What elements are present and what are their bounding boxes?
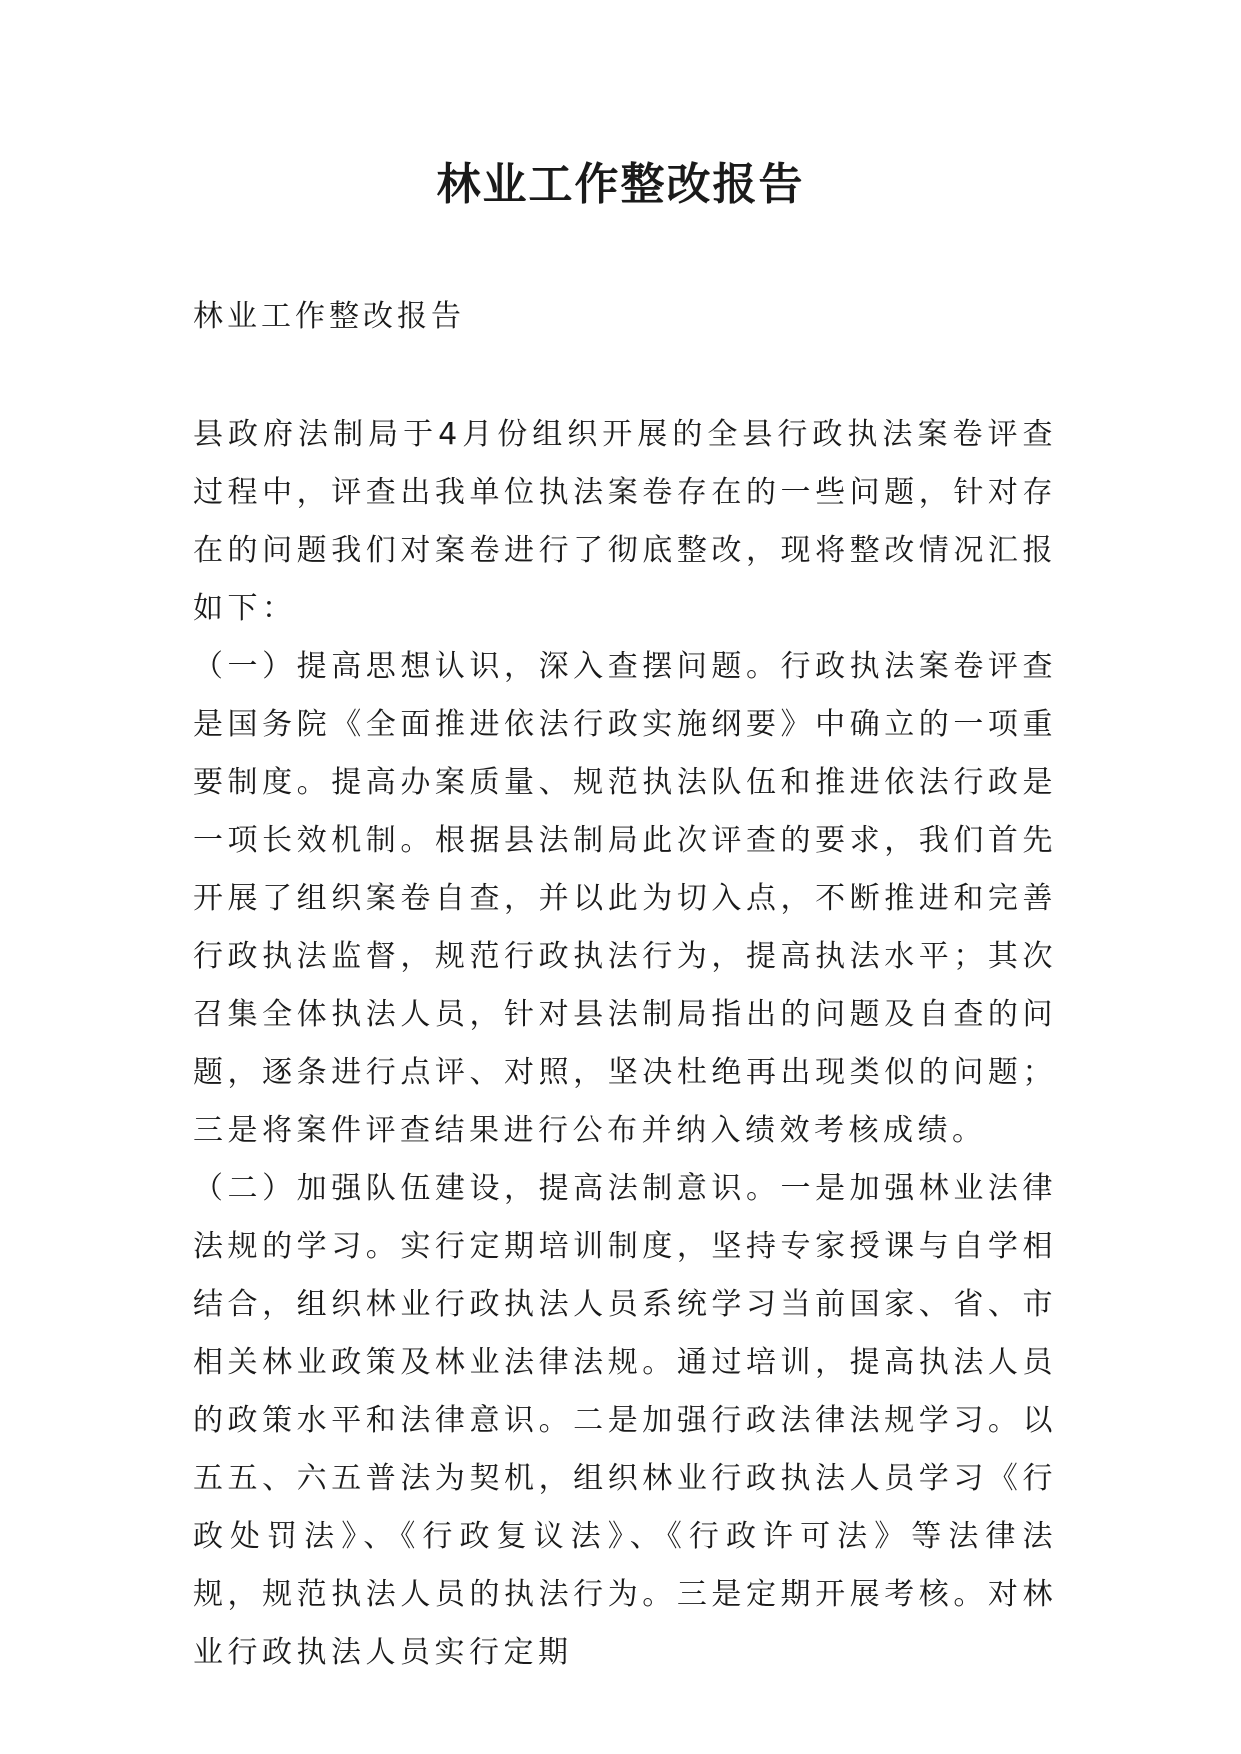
document-title: 林业工作整改报告: [436, 159, 805, 210]
paragraph-section-two: （二）加强队伍建设，提高法制意识。一是加强林业法律法规的学习。实行定期培训制度，坚持专家授课与自学相结合，组织林业行政执法人员系统学习当前国家、省、市相关林业政策及林业法律法规。通过培训，提高执法人员的政策水平和法律意识。二是加强行政法律法规学习。以五五、六五普法为契机，组织林业行政执法人员学习《行政处罚法》、《行政复议法》、《行政许可法》等法律法规，规范执法人员的执法行为。三是定期开展考核。对林业行政执法人员实行定期: [193, 1171, 1057, 1670]
document-body: [193, 406, 1057, 1682]
paragraph-intro: 县政府法制局于4月份组织开展的全县行政执法案卷评查过程中，评查出我单位执法案卷存在的一些问题，针对存在的问题我们对案卷进行了彻底整改，现将整改情况汇报如下：: [193, 417, 1057, 626]
paragraph-section-one: （一）提高思想认识，深入查摆问题。行政执法案卷评查是国务院《全面推进依法行政实施纲要》中确立的一项重要制度。提高办案质量、规范执法队伍和推进依法行政是一项长效机制。根据县法制局此次评查的要求，我们首先开展了组织案卷自查，并以此为切入点，不断推进和完善行政执法监督，规范行政执法行为，提高执法水平；其次召集全体执法人员，针对县法制局指出的问题及自查的问题，逐条进行点评、对照，坚决杜绝再出现类似的问题；三是将案件评查结果进行公布并纳入绩效考核成绩。: [193, 649, 1057, 1148]
document-subtitle: 林业工作整改报告: [193, 299, 465, 334]
